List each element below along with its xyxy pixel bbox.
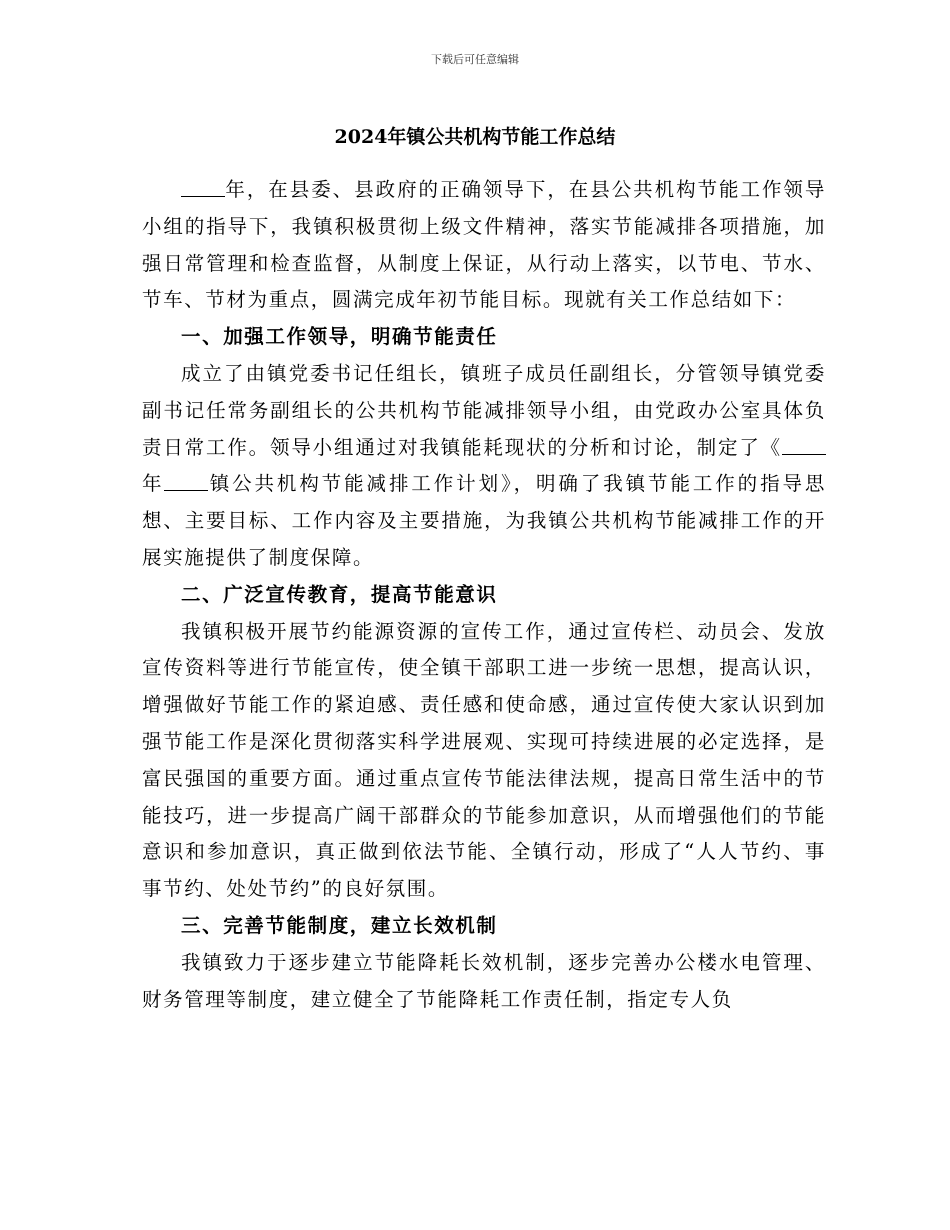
section-heading-3: 三、完善节能制度，建立长效机制 (181, 913, 498, 937)
section-1-text-part2: 年 (142, 472, 165, 496)
header-note: 下载后可任意编辑 (431, 53, 519, 66)
section-paragraph-1 (142, 356, 826, 577)
intro-paragraph (142, 172, 826, 319)
intro-text: 年，在县委、县政府的正确领导下，在县公共机构节能工作领导小组的指导下，我镇积极贯彻上级文件精神，落实节能减排各项措施，加强日常管理和检查监督，从制度上保证，从行动上落实，以节电、节水、节车、节材为重点，圆满完成年初节能目标。现就有关工作总结如下： (142, 178, 826, 312)
document-title: 2024年镇公共机构节能工作总结 (334, 126, 616, 148)
section-paragraph-3: 我镇致力于逐步建立节能降耗长效机制，逐步完善办公楼水电管理、财务管理等制度，建立健全了节能降耗工作责任制，指定专人负 (142, 950, 826, 1011)
section-heading-1: 一、加强工作领导，明确节能责任 (181, 325, 498, 349)
plan-town-blank (164, 472, 208, 491)
section-1-text-part1: 成立了由镇党委书记任组长，镇班子成员任副组长，分管领导镇党委副书记任常务副组长的公共机构节能减排领导小组，由党政办公室具体负责日常工作。领导小组通过对我镇能耗现状的分析和讨论，制定了《 (142, 361, 826, 459)
section-heading-2: 二、广泛宣传教育，提高节能意识 (181, 582, 498, 606)
section-1-text-part3: 镇公共机构节能减排工作计划》，明确了我镇节能工作的指导思想、主要目标、工作内容及主要措施，为我镇公共机构节能减排工作的开展实施提供了制度保障。 (142, 472, 826, 569)
document-body (142, 172, 826, 1018)
section-paragraph-2: 我镇积极开展节约能源资源的宣传工作，通过宣传栏、动员会、发放宣传资料等进行节能宣传，使全镇干部职工进一步统一思想，提高认识，增强做好节能工作的紧迫感、责任感和使命感，通过宣传使大家认识到加强节能工作是深化贯彻落实科学进展观、实现可持续进展的必定选择，是富民强国的重要方面。通过重点宣传节能法律法规，提高日常生活中的节能技巧，进一步提高广阔干部群众的节能参加意识，从而增强他们的节能意识和参加意识，真正做到依法节能、全镇行动，形成了“人人节约、事事节约、处处节约”的良好氛围。 (142, 619, 826, 901)
year-blank (181, 178, 225, 197)
plan-year-blank (782, 436, 826, 455)
